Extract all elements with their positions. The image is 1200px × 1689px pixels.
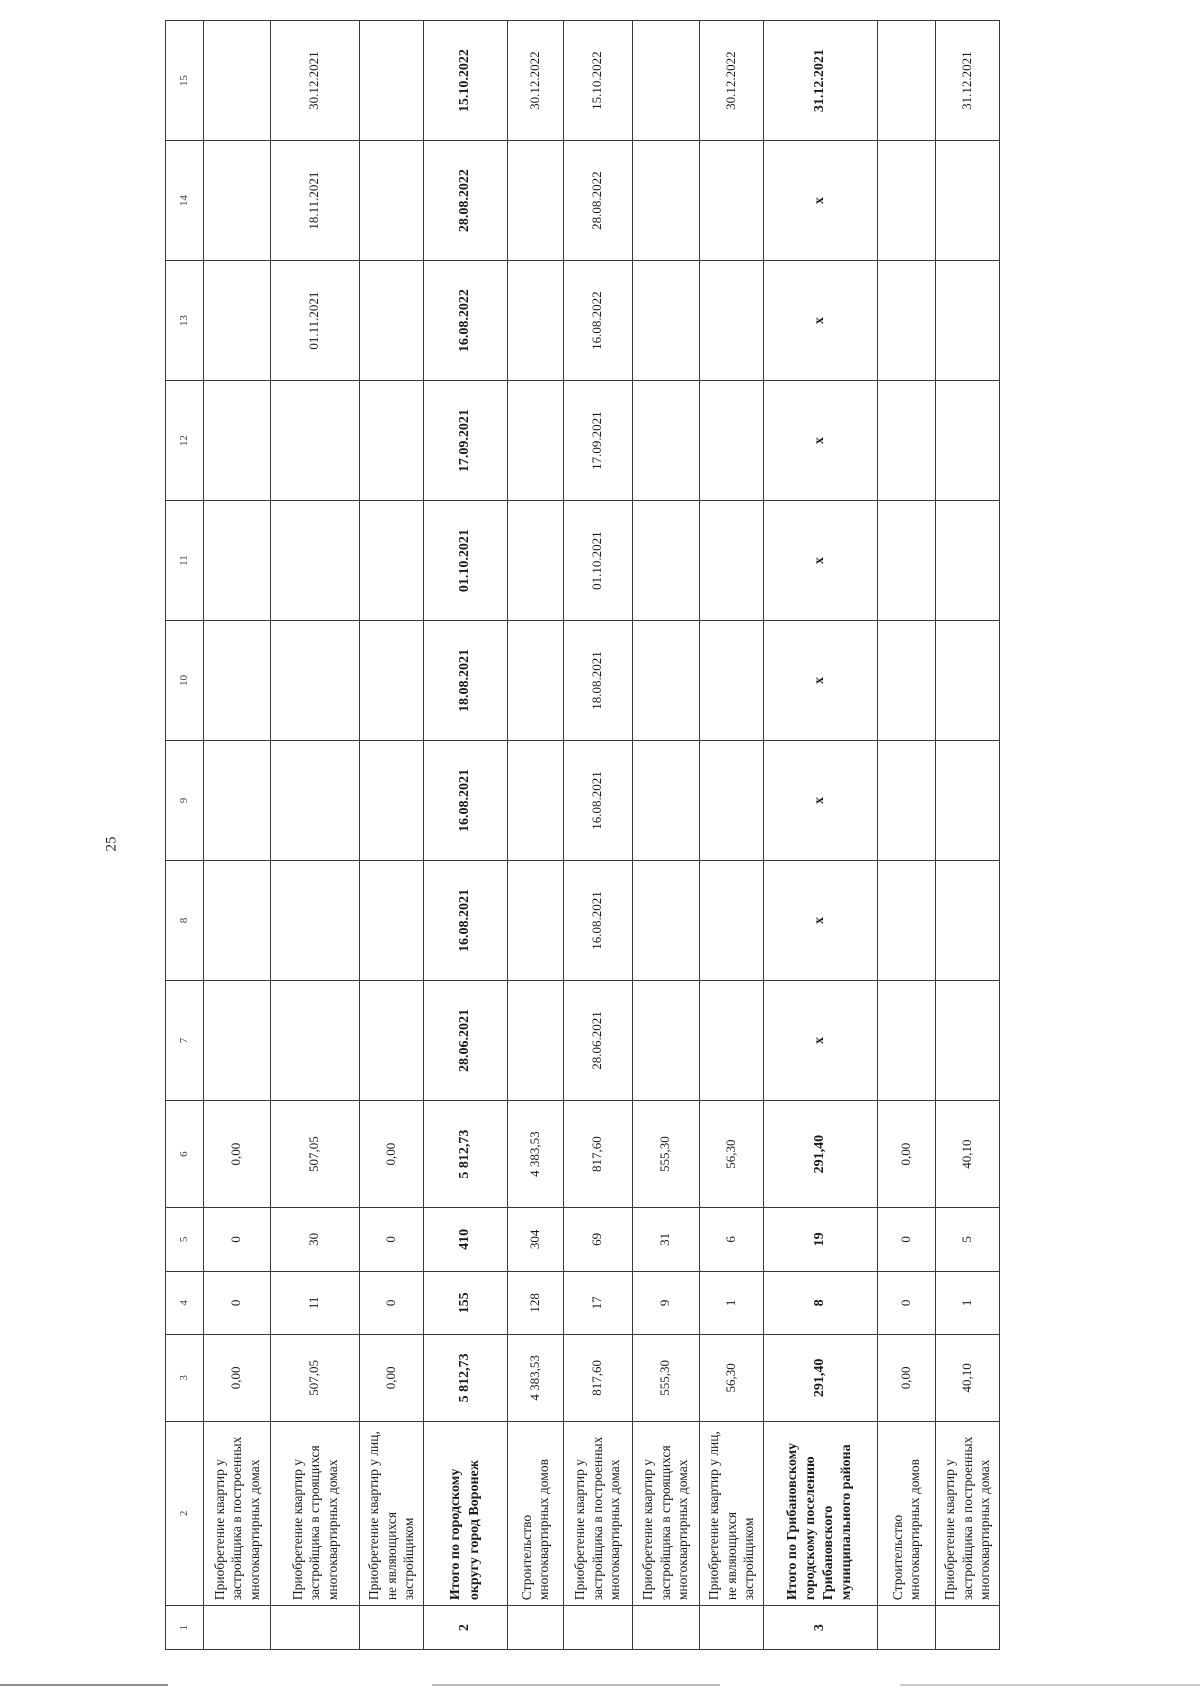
table-cell: 817,60 [563, 1335, 632, 1422]
column-number-cell: 6 [166, 1100, 204, 1207]
table-cell [632, 261, 699, 381]
table-cell: 28.06.2021 [424, 980, 508, 1100]
table-cell [360, 261, 424, 381]
table-cell: 31 [632, 1208, 699, 1271]
table-cell [360, 381, 424, 501]
table-cell: 507,05 [270, 1335, 359, 1422]
table-cell: x [763, 381, 877, 501]
table-cell [935, 621, 999, 741]
table-cell [699, 980, 763, 1100]
row-label-cell: Приобретение квартир у застройщика в построенных многоквартирных домах [203, 1421, 270, 1606]
program-table [165, 20, 1000, 1650]
table-cell: 555,30 [632, 1100, 699, 1207]
table-cell: 0,00 [203, 1100, 270, 1207]
table-cell [507, 261, 563, 381]
table-cell [203, 141, 270, 261]
table-cell: x [763, 141, 877, 261]
table-cell [203, 501, 270, 621]
table-cell [360, 860, 424, 980]
table-cell: 28.08.2022 [424, 141, 508, 261]
table-cell [877, 501, 935, 621]
table-cell [699, 501, 763, 621]
table-cell [877, 741, 935, 861]
table-cell: 8 [763, 1271, 877, 1334]
table-cell: 17 [563, 1271, 632, 1334]
table-cell [507, 621, 563, 741]
table-cell [270, 980, 359, 1100]
table-cell: 555,30 [632, 1335, 699, 1422]
table-cell: 28.08.2022 [563, 141, 632, 261]
table-cell: 2 [424, 1606, 508, 1650]
row-label-cell: Приобретение квартир у лиц, не являющихся застройщиком [699, 1421, 763, 1606]
table-cell: 0,00 [877, 1100, 935, 1207]
table-cell [203, 860, 270, 980]
table-cell [360, 141, 424, 261]
row-label-cell: Приобретение квартир у застройщика в построенных многоквартирных домах [935, 1421, 999, 1606]
table-cell: 15.10.2022 [424, 21, 508, 141]
table-cell [270, 741, 359, 861]
table-cell: 0,00 [877, 1335, 935, 1422]
table-cell: 9 [632, 1271, 699, 1334]
table-cell: 56,30 [699, 1100, 763, 1207]
table-cell: 5 [935, 1208, 999, 1271]
table-cell: 31.12.2021 [935, 21, 999, 141]
table-cell: 28.06.2021 [563, 980, 632, 1100]
column-number-cell: 7 [166, 980, 204, 1100]
table-cell [203, 381, 270, 501]
table-cell [203, 261, 270, 381]
table-cell [632, 21, 699, 141]
table-cell [360, 980, 424, 1100]
table-cell [507, 501, 563, 621]
table-cell: 4 383,53 [507, 1335, 563, 1422]
table-cell: x [763, 261, 877, 381]
table-cell [632, 501, 699, 621]
table-cell [270, 860, 359, 980]
row-label-cell: Итого по городскому округу город Воронеж [424, 1421, 508, 1606]
table-cell [270, 621, 359, 741]
table-cell [507, 860, 563, 980]
table-cell [877, 621, 935, 741]
table-cell: 11 [270, 1271, 359, 1334]
table-cell: 16.08.2021 [563, 741, 632, 861]
table-cell [935, 741, 999, 861]
table-cell [877, 261, 935, 381]
column-number-cell: 3 [166, 1335, 204, 1422]
column-number-cell: 5 [166, 1208, 204, 1271]
row-label-cell: Приобретение квартир у лиц, не являющихся застройщиком [360, 1421, 424, 1606]
table-cell: 0 [203, 1208, 270, 1271]
table-cell: 4 383,53 [507, 1100, 563, 1207]
table-cell: 1 [935, 1271, 999, 1334]
table-cell: 0 [360, 1208, 424, 1271]
table-cell [877, 141, 935, 261]
table-cell [632, 1606, 699, 1650]
table-cell [270, 381, 359, 501]
table-cell [203, 621, 270, 741]
table-cell [699, 621, 763, 741]
row-label-cell: Строительство многоквартирных домов [507, 1421, 563, 1606]
table-cell: 30 [270, 1208, 359, 1271]
table-cell [632, 980, 699, 1100]
row-label-cell: Строительство многоквартирных домов [877, 1421, 935, 1606]
table-cell: 30.12.2022 [507, 21, 563, 141]
table-cell: 410 [424, 1208, 508, 1271]
table-cell [877, 21, 935, 141]
table-cell [270, 501, 359, 621]
table-cell: 56,30 [699, 1335, 763, 1422]
column-number-row [166, 21, 204, 1650]
table-cell: x [763, 860, 877, 980]
table-cell [507, 381, 563, 501]
table-cell: 40,10 [935, 1100, 999, 1207]
table-cell [203, 741, 270, 861]
table-cell: 5 812,73 [424, 1100, 508, 1207]
table-cell: 0 [877, 1271, 935, 1334]
table-cell [935, 381, 999, 501]
table-cell [877, 860, 935, 980]
table-cell [699, 741, 763, 861]
table-row [203, 21, 270, 1650]
table-row-total [763, 21, 877, 1650]
table-cell: 16.08.2021 [563, 860, 632, 980]
table-cell [507, 1606, 563, 1650]
column-number-cell: 8 [166, 860, 204, 980]
table-cell [507, 980, 563, 1100]
table-cell [699, 261, 763, 381]
table-cell: 6 [699, 1208, 763, 1271]
table-cell: 0 [203, 1271, 270, 1334]
table-row [507, 21, 563, 1650]
table-cell: x [763, 501, 877, 621]
table-cell: 0,00 [360, 1335, 424, 1422]
table-cell [877, 381, 935, 501]
table-row [632, 21, 699, 1650]
table-cell: 01.11.2021 [270, 261, 359, 381]
table-cell [360, 501, 424, 621]
table-cell: x [763, 980, 877, 1100]
table-cell [360, 21, 424, 141]
table-cell [699, 860, 763, 980]
table-row [270, 21, 359, 1650]
column-number-cell: 13 [166, 261, 204, 381]
column-number-cell: 4 [166, 1271, 204, 1334]
table-cell: 817,60 [563, 1100, 632, 1207]
table-cell: 0 [360, 1271, 424, 1334]
table-cell [632, 741, 699, 861]
table-cell [360, 1606, 424, 1650]
table-cell: 15.10.2022 [563, 21, 632, 141]
table-cell [203, 980, 270, 1100]
table-cell: 16.08.2022 [424, 261, 508, 381]
table-cell: 18.11.2021 [270, 141, 359, 261]
table-cell: 128 [507, 1271, 563, 1334]
column-number-cell: 10 [166, 621, 204, 741]
row-label-cell: Итого по Грибановскому городскому поселению Грибановского муниципального района [763, 1421, 877, 1606]
table-cell: 69 [563, 1208, 632, 1271]
table-cell: 16.08.2022 [563, 261, 632, 381]
table-cell: 18.08.2021 [563, 621, 632, 741]
table-cell [935, 860, 999, 980]
table-cell: 0,00 [360, 1100, 424, 1207]
table-cell: 16.08.2021 [424, 741, 508, 861]
table-row [877, 21, 935, 1650]
table-cell: x [763, 741, 877, 861]
column-number-cell: 2 [166, 1421, 204, 1606]
table-cell [935, 980, 999, 1100]
table-cell [877, 1606, 935, 1650]
table-cell: 01.10.2021 [424, 501, 508, 621]
table-cell [563, 1606, 632, 1650]
table-cell: 17.09.2021 [563, 381, 632, 501]
scan-edge-rule [0, 1684, 1200, 1686]
table-row [699, 21, 763, 1650]
table-cell: 40,10 [935, 1335, 999, 1422]
column-number-cell: 11 [166, 501, 204, 621]
table-cell [360, 741, 424, 861]
table-cell: 31.12.2021 [763, 21, 877, 141]
table-cell [507, 141, 563, 261]
rotated-table-container [165, 20, 1000, 1650]
table-cell: x [763, 621, 877, 741]
table-cell [632, 381, 699, 501]
table-row [563, 21, 632, 1650]
table-cell: 30.12.2021 [270, 21, 359, 141]
table-cell: 3 [763, 1606, 877, 1650]
table-cell [632, 141, 699, 261]
table-row-total [424, 21, 508, 1650]
table-cell: 155 [424, 1271, 508, 1334]
table-cell: 304 [507, 1208, 563, 1271]
table-cell [632, 860, 699, 980]
table-cell: 291,40 [763, 1100, 877, 1207]
column-number-cell: 12 [166, 381, 204, 501]
table-cell [632, 621, 699, 741]
table-cell [203, 1606, 270, 1650]
table-cell [935, 261, 999, 381]
column-number-cell: 1 [166, 1606, 204, 1650]
table-cell [699, 381, 763, 501]
table-cell [699, 1606, 763, 1650]
table-cell: 0 [877, 1208, 935, 1271]
table-cell: 507,05 [270, 1100, 359, 1207]
table-cell: 01.10.2021 [563, 501, 632, 621]
row-label-cell: Приобретение квартир у застройщика в построенных многоквартирных домах [563, 1421, 632, 1606]
row-label-cell: Приобретение квартир у застройщика в строящихся многоквартирных домах [270, 1421, 359, 1606]
table-cell: 30.12.2022 [699, 21, 763, 141]
table-cell [270, 1606, 359, 1650]
table-cell [877, 980, 935, 1100]
table-row [360, 21, 424, 1650]
table-cell [699, 141, 763, 261]
table-cell: 18.08.2021 [424, 621, 508, 741]
table-cell: 16.08.2021 [424, 860, 508, 980]
table-cell: 19 [763, 1208, 877, 1271]
table-cell [935, 501, 999, 621]
column-number-cell: 15 [166, 21, 204, 141]
column-number-cell: 9 [166, 741, 204, 861]
column-number-cell: 14 [166, 141, 204, 261]
table-cell [935, 1606, 999, 1650]
table-cell: 1 [699, 1271, 763, 1334]
table-cell: 5 812,73 [424, 1335, 508, 1422]
table-cell [203, 21, 270, 141]
page-number: 25 [103, 836, 120, 852]
table-cell: 291,40 [763, 1335, 877, 1422]
table-cell [935, 141, 999, 261]
table-cell [507, 741, 563, 861]
row-label-cell: Приобретение квартир у застройщика в строящихся многоквартирных домах [632, 1421, 699, 1606]
table-cell: 17.09.2021 [424, 381, 508, 501]
table-cell [360, 621, 424, 741]
table-cell: 0,00 [203, 1335, 270, 1422]
table-row [935, 21, 999, 1650]
